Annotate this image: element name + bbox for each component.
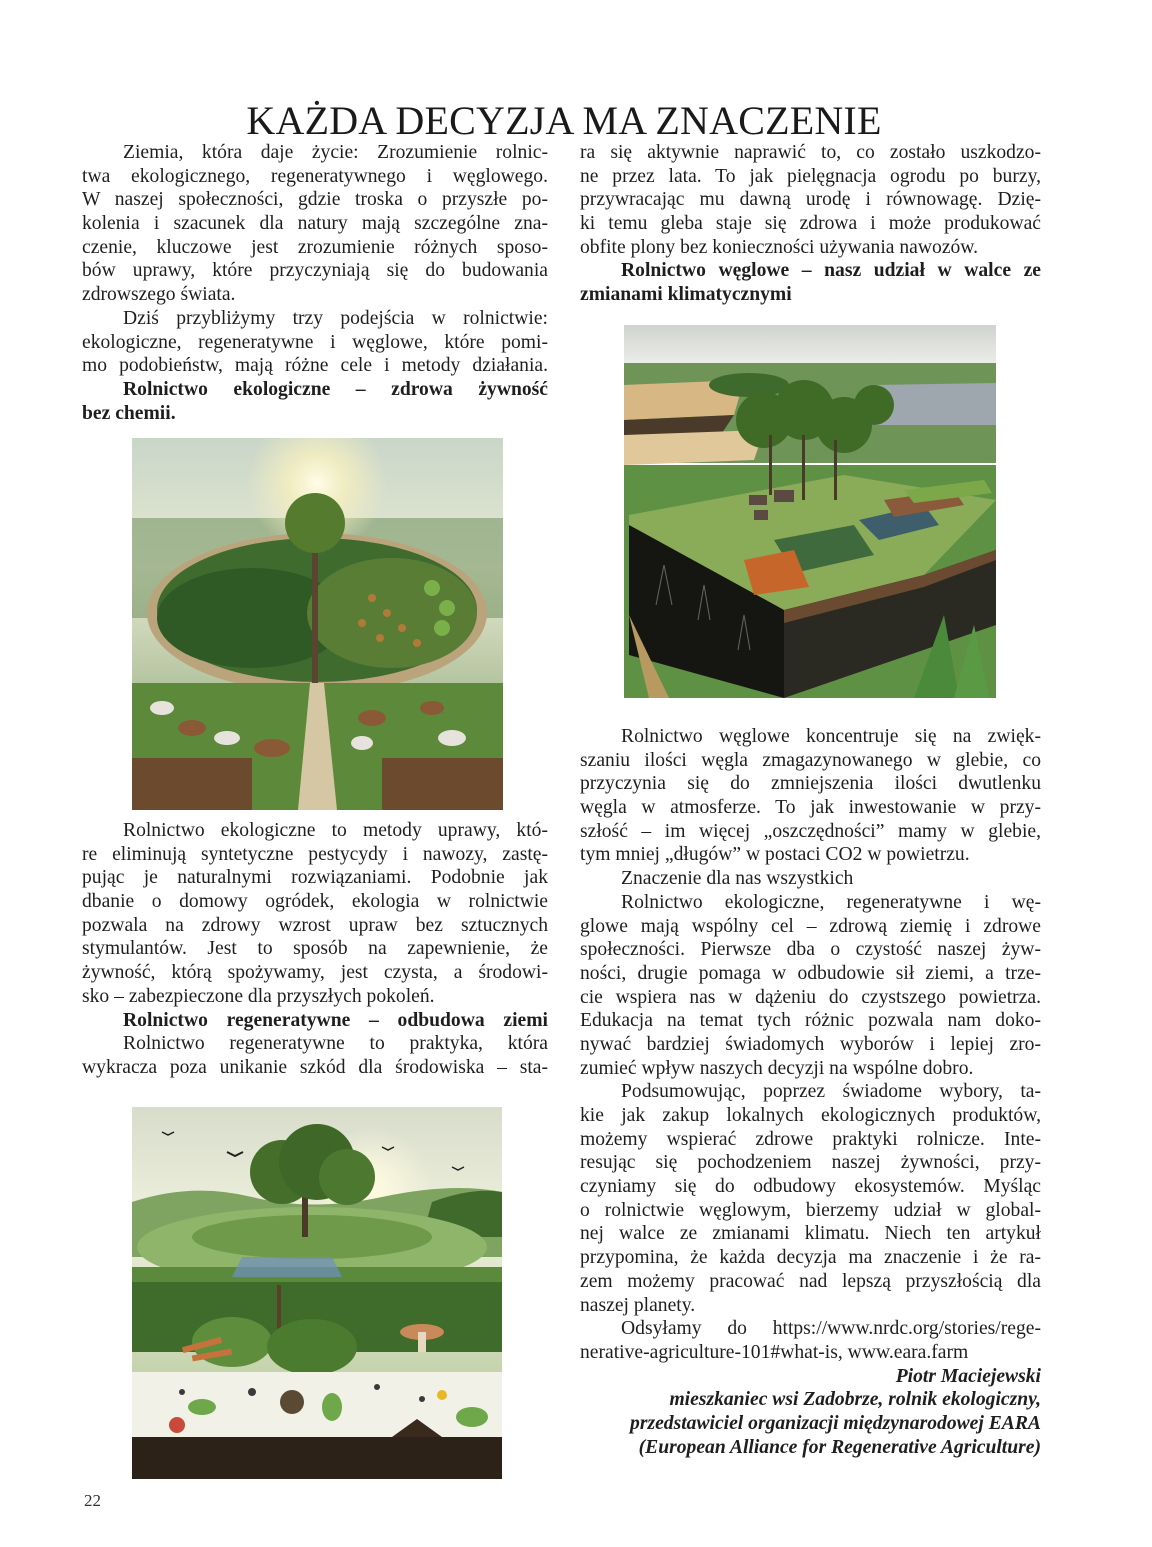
approaches-paragraph	[82, 307, 548, 378]
text-line: pując je naturalnymi rozwiązaniami. Podobnie jak	[82, 867, 548, 889]
meaning-paragraph	[580, 891, 1041, 1081]
text-line: tym mniej „długów” w postaci CO2 w powietrzu.	[580, 844, 970, 866]
text-line: ne przez lata. To jak pielęgnacja ogrodu po burzy,	[580, 165, 1041, 187]
text-line: pozwala na zdrowy wzrost upraw bez sztucznych	[82, 914, 548, 936]
heading-line: Rolnictwo ekologiczne – zdrowa żywność	[123, 378, 548, 400]
text-line: przywracając mu dawną urodę i równowagę. Dzię-	[580, 189, 1041, 211]
text-line: twa ekologicznego, regeneratywnego i węglowego.	[82, 165, 548, 187]
text-line: kolenia i szacunek dla natury mają szczególne zna-	[82, 213, 548, 235]
text-line: cie wspiera nas w dążeniu do czystszego powietrza.	[580, 986, 1041, 1008]
text-line: Ziemia, która daje życie: Zrozumienie rolnic-	[123, 142, 548, 163]
text-line: glowe mają wspólny cel – zdrową ziemię i zdrowe	[580, 915, 1041, 937]
text-line: ra się aktywnie naprawić to, co zostało uszkodzo-	[580, 142, 1041, 163]
author-name: Piotr Maciejewski	[895, 1365, 1041, 1387]
text-line: Rolnictwo węglowe koncentruje się na zwięk-	[621, 726, 1041, 747]
text-line: nej walce ze zmianami klimatu. Niech ten artykuł	[580, 1223, 1041, 1245]
heading-line: zmianami klimatycznymi	[580, 284, 792, 306]
text-line: czenie, kluczowe jest zrozumienie różnych sposo-	[82, 236, 548, 258]
reference-paragraph	[580, 1317, 1041, 1364]
text-line: bów uprawy, które przyczyniają się do budowania	[82, 260, 548, 282]
text-line: ki temu gleba staje się zdrowa i może produkować	[580, 213, 1041, 235]
text-line: możemy wspierać zdrowe praktyki rolnicze. Inte-	[580, 1128, 1041, 1150]
page-number: 22	[84, 1491, 101, 1510]
subheading-line: Znaczenie dla nas wszystkich	[621, 868, 854, 890]
image-carbon-farm	[624, 325, 996, 698]
summary-paragraph	[580, 1080, 1041, 1317]
text-line: zumieć wpływ naszych decyzji na wspólne dobro.	[580, 1057, 974, 1079]
text-line: re eliminują syntetyczne pestycydy i nawozy, zastę-	[82, 843, 548, 865]
reference-line	[580, 1317, 1041, 1341]
text-line: ności, drugie pomaga w odbudowie sił ziemi, a trze-	[580, 962, 1041, 984]
page-title: KAŻDA DECYZJA MA ZNACZENIE	[246, 97, 882, 143]
text-line: stymulantów. Jest to sposób na zapewnienie, że	[82, 938, 548, 960]
text-line: o rolnictwie węglowym, bierzemy udział w global-	[580, 1199, 1041, 1221]
heading-line: Rolnictwo węglowe – nasz udział w walce ze	[621, 260, 1041, 282]
ecological-farm-illustration	[132, 438, 503, 810]
author-line-1: mieszkaniec wsi Zadobrze, rolnik ekologiczny,	[669, 1389, 1041, 1411]
text-line: ekologiczne, regeneratywne i węglowe, które pomi-	[82, 331, 548, 353]
text-line: węgla w atmosferze. To jak inwestowanie w przy-	[580, 797, 1041, 819]
text-line: czyniamy się do odbudowy ekosystemów. Myśląc	[580, 1176, 1041, 1198]
text-line: sko – zabezpieczone dla przyszłych pokoleń.	[82, 985, 435, 1007]
text-line: Rolnictwo ekologiczne to metody uprawy, któ-	[123, 820, 548, 841]
text-line: resując się pochodzeniem naszej żywności, przy-	[580, 1152, 1041, 1174]
text-line: szaniu ilości węgla zmagazynowanego w glebie, co	[580, 749, 1041, 771]
text-line: przypomina, że każda decyzja ma znaczenie i że ra-	[580, 1247, 1041, 1269]
intro-paragraph	[82, 141, 548, 307]
heading-regenerative	[82, 1009, 548, 1033]
text-line: Rolnictwo ekologiczne, regeneratywne i wę-	[621, 891, 1041, 913]
text-line: kie jak zakup lokalnych ekologicznych produktów,	[580, 1105, 1041, 1126]
regenerative-paragraph	[82, 1032, 548, 1079]
text-line: dbanie o domowy ogródek, ekologia w rolnictwie	[82, 891, 548, 913]
text-line: przyczynia się do zmniejszenia ilości dwutlenku	[580, 773, 1041, 795]
heading-ecological	[82, 378, 548, 425]
text-line: obfite plony bez konieczności używania nawozów.	[580, 236, 979, 258]
text-line: wykracza poza unikanie szkód dla środowiska – sta-	[82, 1056, 548, 1078]
text-line: zem możemy pracować nad lepszą przyszłością dla	[580, 1270, 1041, 1292]
regenerative-farm-illustration	[132, 1107, 502, 1479]
left-column	[82, 141, 548, 425]
text-line: mo podobieństw, mają różne cele i metody działania.	[82, 355, 548, 377]
reference-link-part2[interactable]: nerative-agriculture-101#what-is, www.eara.farm	[580, 1341, 969, 1363]
heading-line: Rolnictwo regeneratywne – odbudowa ziemi	[123, 1009, 548, 1031]
text-line: zdrowszego świata.	[82, 284, 236, 306]
reference-link-part1[interactable]: https://www.nrdc.org/stories/rege-	[772, 1318, 1041, 1340]
regenerative-continued-paragraph	[580, 141, 1041, 259]
text-line: żywność, którą spożywamy, jest czysta, a środowi-	[82, 962, 548, 984]
image-ecological-farm	[132, 438, 503, 810]
text-line: nywać bardziej świadomych wyborów i lepiej zro-	[580, 1033, 1041, 1055]
text-line: Rolnictwo regeneratywne to praktyka, która	[123, 1033, 548, 1055]
text-line: szłość – im więcej „oszczędności” mamy w glebie,	[580, 820, 1041, 842]
image-regenerative-farm	[132, 1107, 502, 1479]
author-line-3: (European Alliance for Regenerative Agriculture)	[638, 1436, 1041, 1458]
heading-meaning	[580, 867, 1041, 891]
reference-prefix: Odsyłamy do	[621, 1318, 747, 1340]
heading-line: bez chemii.	[82, 402, 176, 424]
heading-carbon	[580, 259, 1041, 306]
right-column-lower	[580, 725, 1041, 1459]
text-line: W naszej społeczności, gdzie troska o przyszłe po-	[82, 189, 548, 211]
text-line: naszej planety.	[580, 1294, 696, 1316]
ecological-paragraph	[82, 819, 548, 1009]
carbon-paragraph	[580, 725, 1041, 867]
carbon-farm-illustration	[624, 325, 996, 698]
text-line: Edukacja na temat tych różnic pozwala nam doko-	[580, 1010, 1041, 1032]
author-signature	[580, 1365, 1041, 1460]
text-line: społeczności. Pierwsze dba o czystość naszej żyw-	[580, 939, 1041, 961]
text-line: Dziś przybliżymy trzy podejścia w rolnictwie:	[123, 307, 548, 329]
right-column	[580, 141, 1041, 307]
left-column-lower	[82, 819, 548, 1080]
author-line-2: przedstawiciel organizacji międzynarodowej EARA	[630, 1412, 1041, 1434]
text-line: Podsumowując, poprzez świadome wybory, ta-	[621, 1081, 1041, 1103]
